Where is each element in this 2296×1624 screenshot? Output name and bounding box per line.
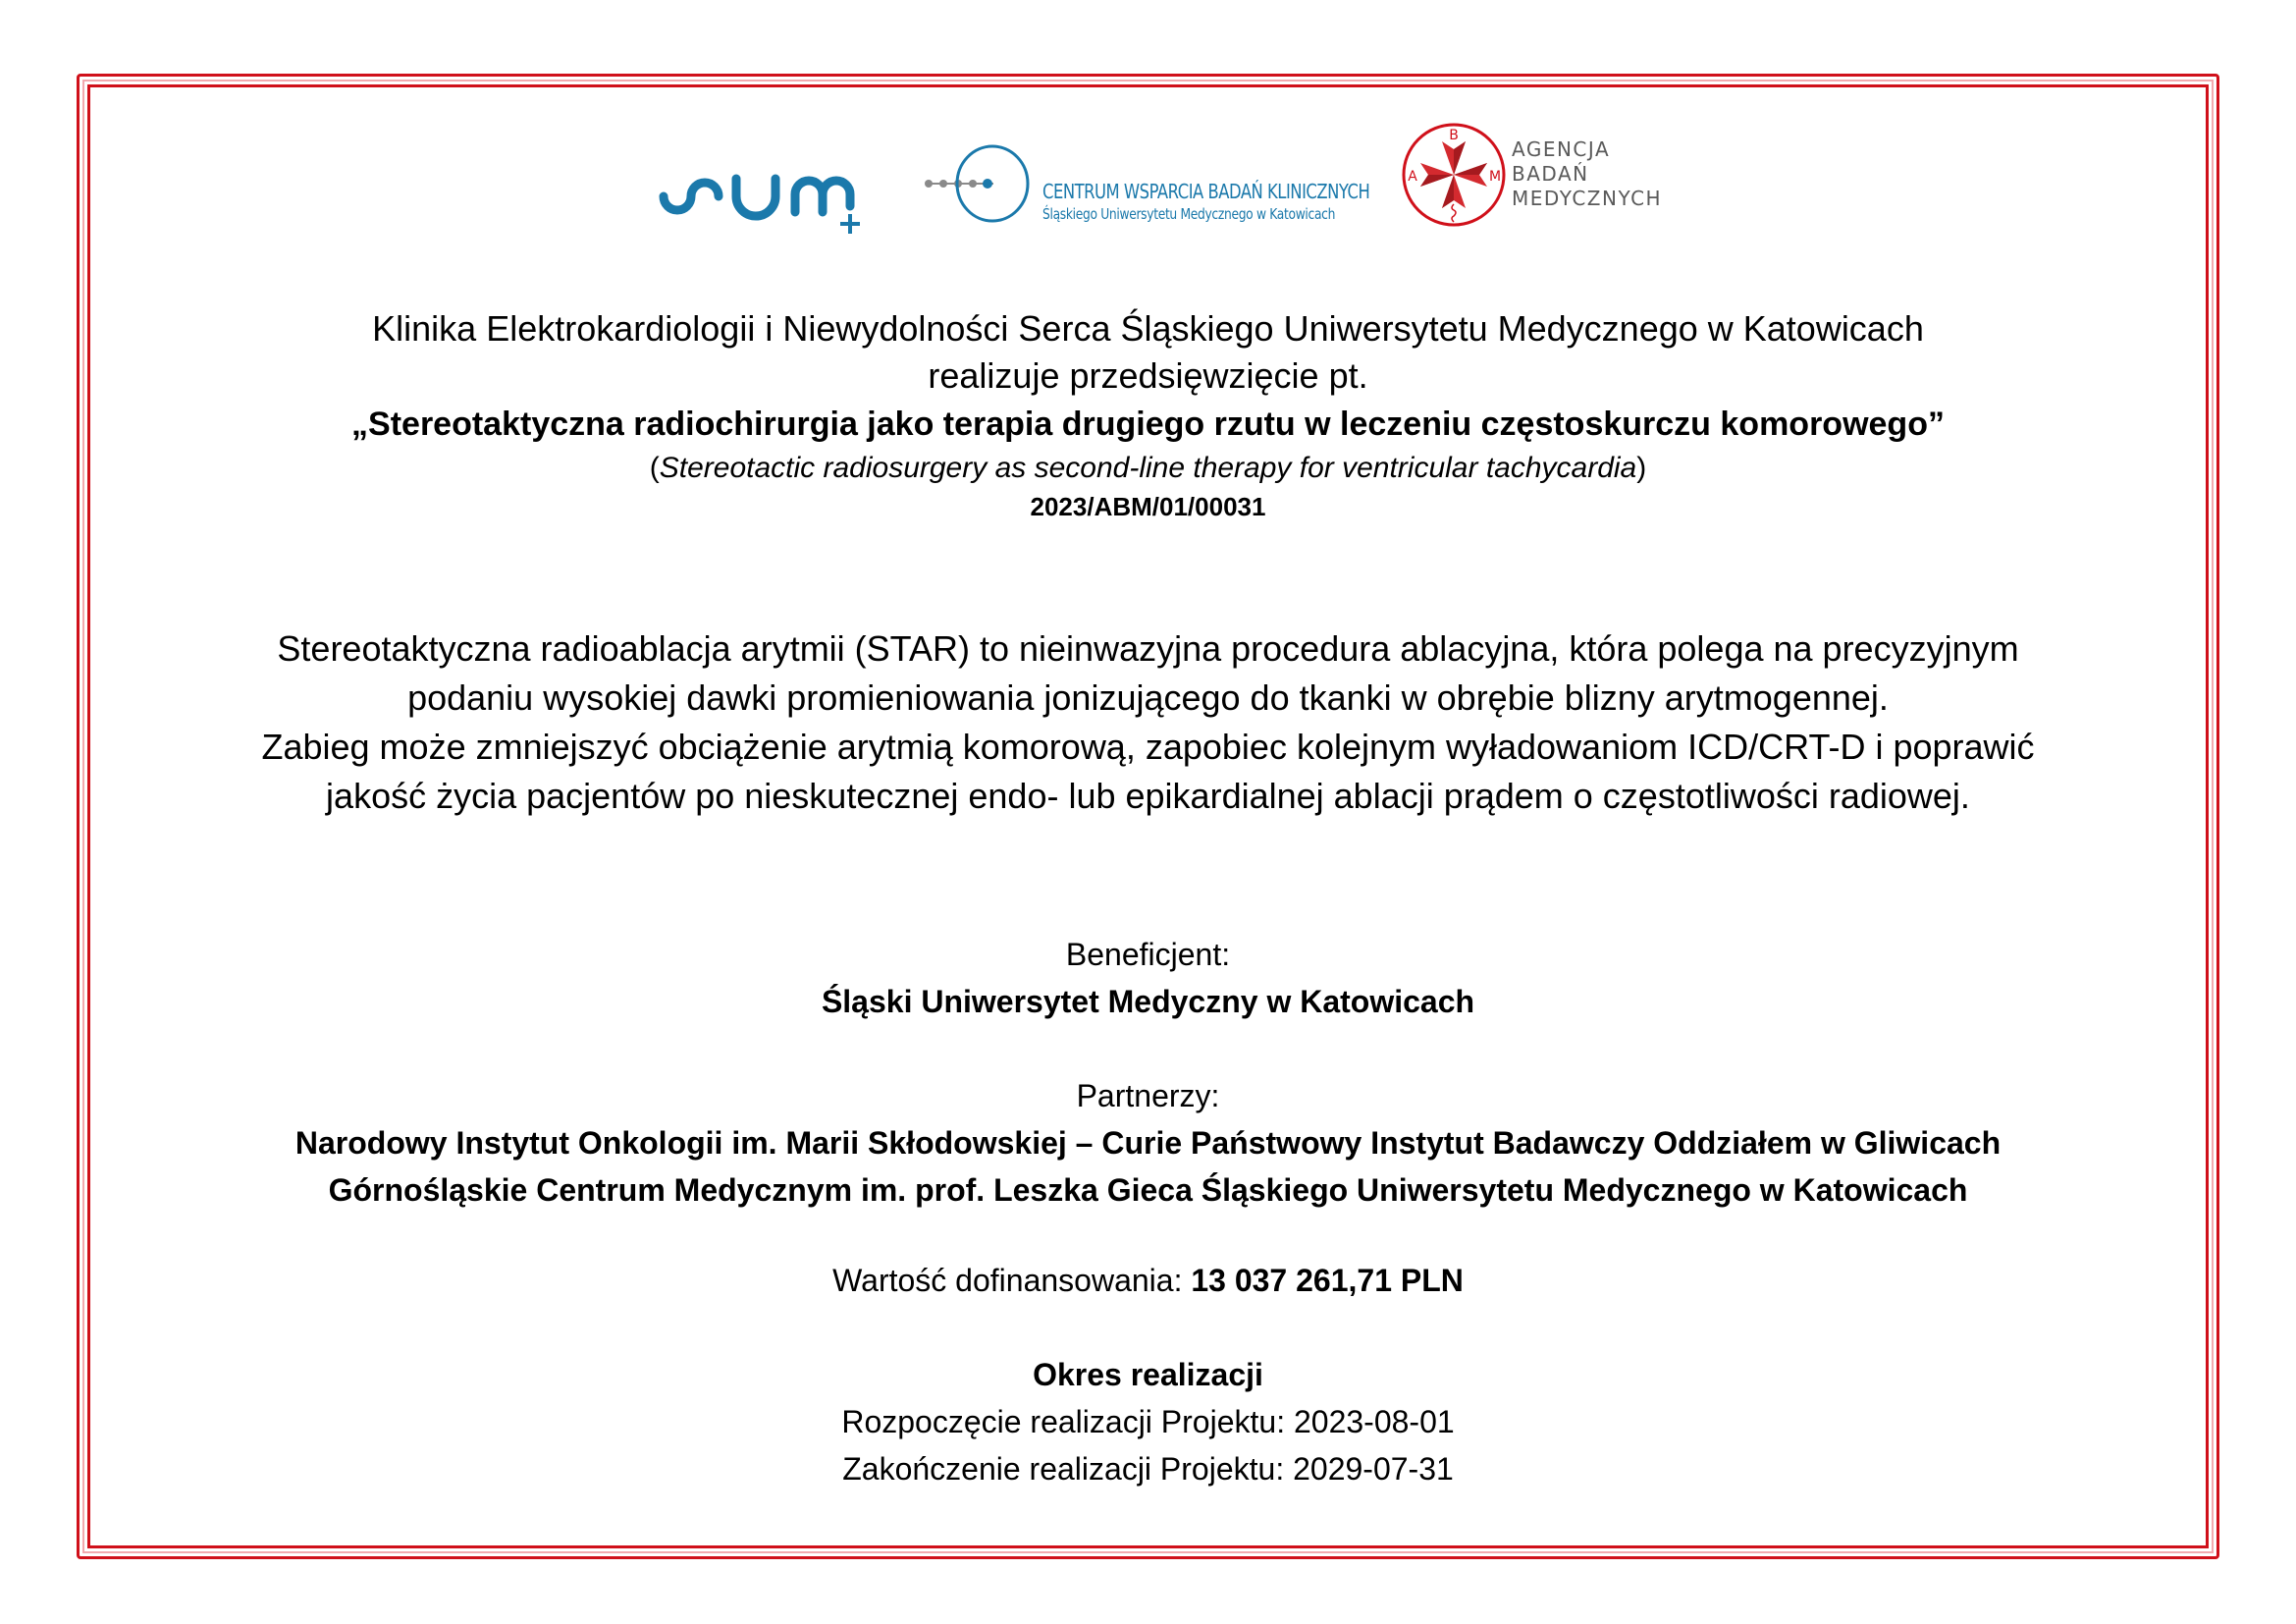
funding-value: 13 037 261,71 PLN [1191, 1263, 1464, 1298]
intro-text: realizuje przedsięwzięcie pt. [928, 355, 1368, 396]
partner-item: Narodowy Instytut Onkologii im. Marii Skłodowskiej – Curie Państwowy Instytut Badawczy Oddziałem w Gliwicach [294, 1125, 2002, 1161]
period-end: Zakończenie realizacji Projektu: 2029-07-31 [842, 1451, 1454, 1487]
funding-line [0, 1257, 2296, 1304]
description-line: jakość życia pacjentów po nieskutecznej endo- lub epikardialnej ablacji prądem o częstotliwości radiowej. [326, 776, 1970, 816]
abm-letter-b: B [1449, 128, 1459, 143]
english-title [0, 448, 2296, 489]
maltese-cross-icon [1399, 120, 1509, 230]
partner-item: Górnośląskie Centrum Medycznym im. prof. Leszka Gieca Śląskiego Uniwersytetu Medycznego w Katowicach [328, 1172, 1968, 1208]
abm-text-line: AGENCJA [1512, 137, 1611, 161]
period-heading: Okres realizacji [1033, 1357, 1263, 1392]
period-section [0, 1351, 2296, 1492]
cwbk-title: CENTRUM WSPARCIA BADAŃ KLINICZNYCH [1042, 180, 1370, 203]
period-start: Rozpoczęcie realizacji Projektu: 2023-08-01 [841, 1404, 1455, 1439]
project-title: „Stereotaktyczna radiochirurgia jako terapia drugiego rzutu w leczeniu częstoskurczu komorowego” [351, 406, 1945, 443]
sum-logo-icon [658, 157, 883, 245]
funding-section [0, 1257, 2296, 1304]
english-title-text: Stereotactic radiosurgery as second-line therapy for ventricular tachycardia [659, 452, 1637, 484]
paren-close: ) [1636, 452, 1647, 484]
logo-bar [0, 118, 2296, 236]
partners-section [0, 1072, 2296, 1214]
sum-logo [658, 157, 883, 245]
paren-open: ( [649, 452, 660, 484]
partners-label: Partnerzy: [1076, 1078, 1220, 1113]
project-header [0, 306, 2296, 524]
description-line: Zabieg może zmniejszyć obciążenie arytmią komorową, zapobiec kolejnym wyładowaniom ICD/CRT-D i poprawić [261, 727, 2035, 767]
abm-letter-a: A [1408, 169, 1417, 185]
abm-text-line: BADAŃ [1512, 162, 1589, 186]
abm-letter-m: M [1488, 169, 1502, 185]
project-number: 2023/ABM/01/00031 [1030, 492, 1266, 521]
description-line: podaniu wysokiej dawki promieniowania jonizującego do tkanki w obrębie blizny arytmogennej. [407, 677, 1889, 718]
beneficiary-section [0, 931, 2296, 1025]
abm-text-line: MEDYCZNYCH [1512, 187, 1663, 210]
clinic-name: Klinika Elektrokardiologii i Niewydolności Serca Śląskiego Uniwersytetu Medycznego w Katowicach [372, 308, 1924, 349]
beneficiary-name: Śląski Uniwersytet Medyczny w Katowicach [821, 984, 1475, 1019]
project-description [0, 624, 2296, 821]
funding-label: Wartość dofinansowania: [832, 1263, 1192, 1298]
cwbk-logo-icon [923, 142, 1041, 241]
beneficiary-label: Beneficjent: [1065, 937, 1231, 972]
description-line: Stereotaktyczna radioablacja arytmii (STAR) to nieinwazyjna procedura ablacyjna, która polega na precyzyjnym [277, 628, 2019, 669]
cwbk-logo [923, 142, 1384, 241]
cwbk-subtitle: Śląskiego Uniwersytetu Medycznego w Katowicach [1042, 205, 1336, 223]
abm-logo [1399, 118, 1683, 245]
